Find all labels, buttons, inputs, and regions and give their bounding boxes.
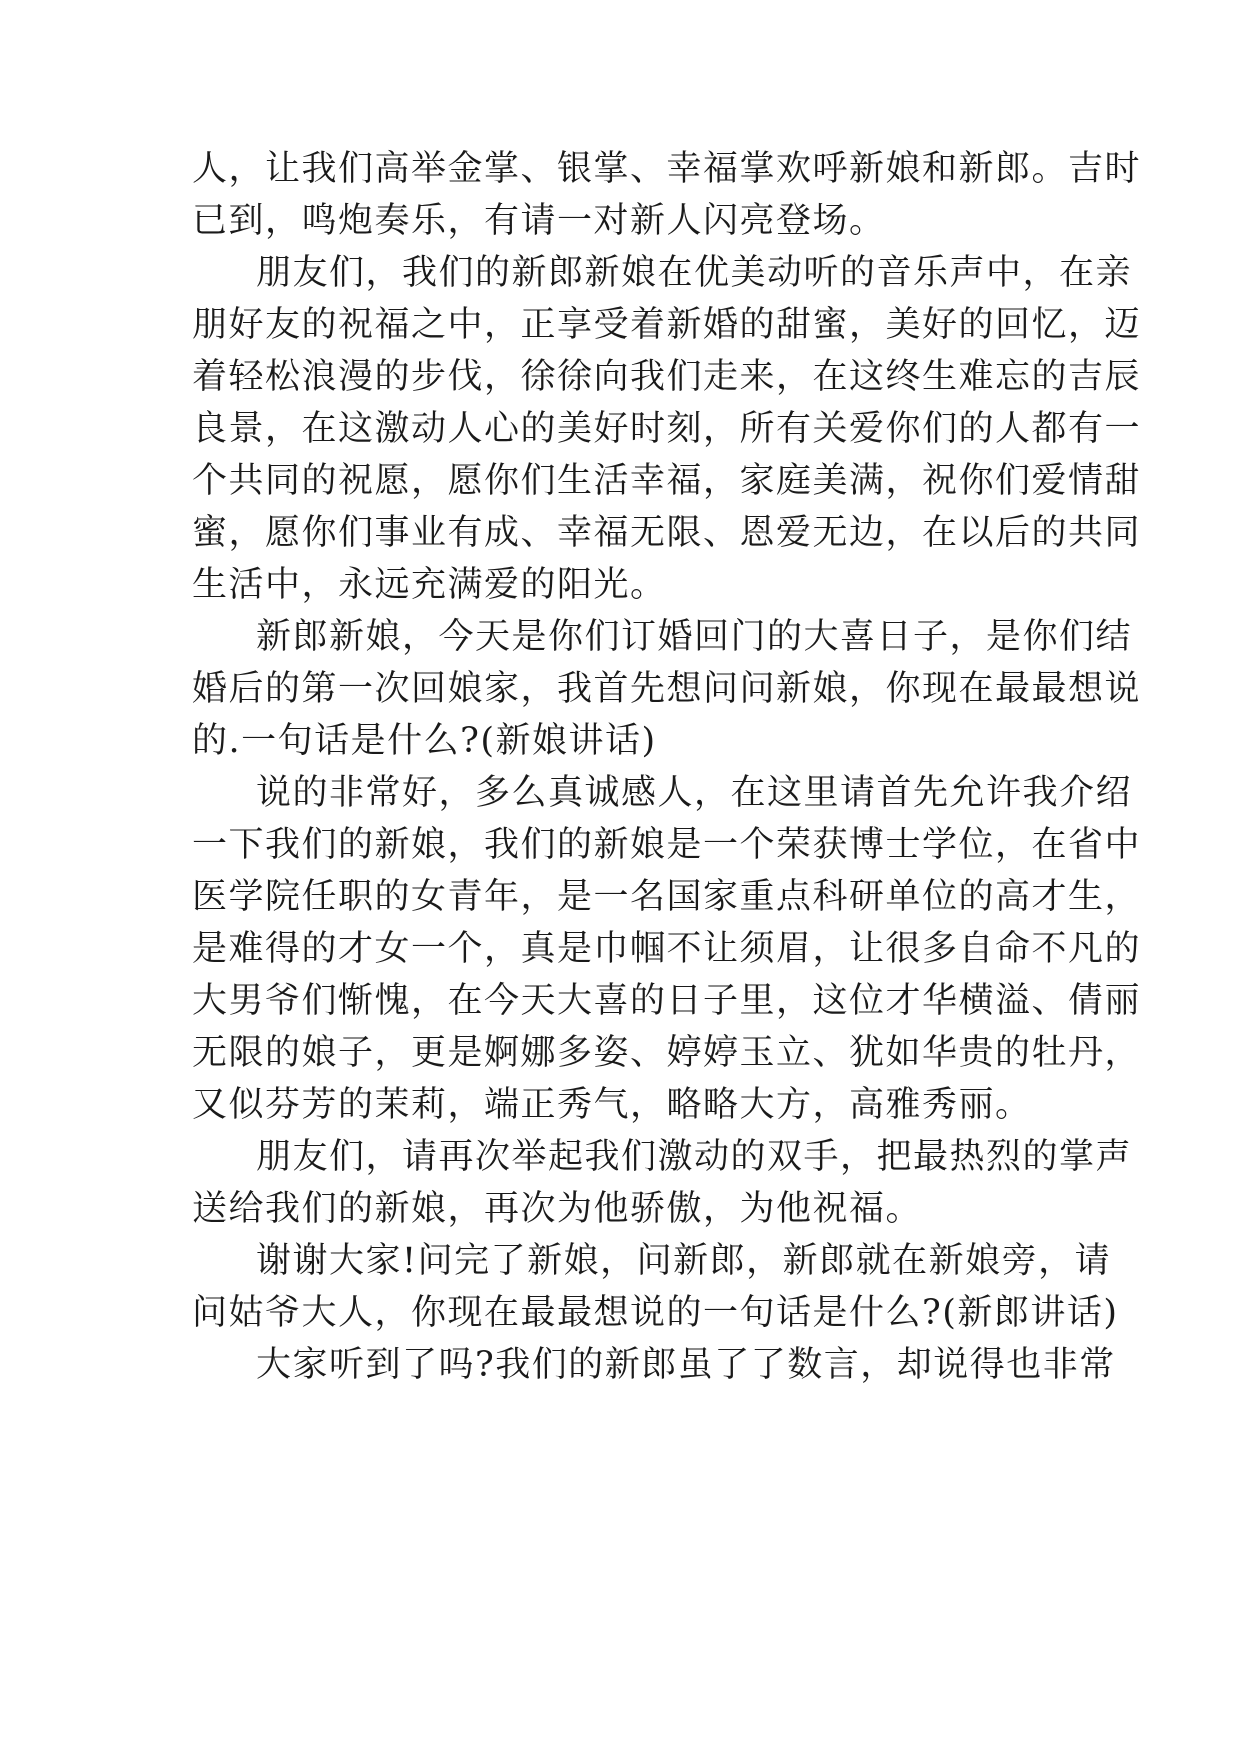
text-line: 蜜，愿你们事业有成、幸福无限、恩爱无边，在以后的共同 (192, 513, 1142, 553)
text-line: 个共同的祝愿，愿你们生活幸福，家庭美满，祝你们爱情甜 (192, 461, 1142, 501)
text-line: 又似芬芳的茉莉，端正秀气，略略大方，高雅秀丽。 (192, 1085, 1032, 1125)
text-line: 一下我们的新娘，我们的新娘是一个荣获博士学位，在省中 (192, 825, 1142, 865)
paragraph-first-line: 谢谢大家!问完了新娘，问新郎，新郎就在新娘旁，请 (256, 1241, 1112, 1281)
text-line: 生活中，永远充满爱的阳光。 (192, 565, 667, 605)
text-line: 良景，在这激动人心的美好时刻，所有关爱你们的人都有一 (192, 409, 1142, 449)
text-line: 着轻松浪漫的步伐，徐徐向我们走来，在这终生难忘的吉辰 (192, 357, 1142, 397)
text-line: 送给我们的新娘，再次为他骄傲，为他祝福。 (192, 1189, 923, 1229)
text-line: 人，让我们高举金掌、银掌、幸福掌欢呼新娘和新郎。吉时 (192, 149, 1142, 189)
text-line: 朋好友的祝福之中，正享受着新婚的甜蜜，美好的回忆，迈 (192, 305, 1142, 345)
text-line: 无限的娘子，更是婀娜多姿、婷婷玉立、犹如华贵的牡丹， (192, 1033, 1142, 1073)
text-line: 婚后的第一次回娘家，我首先想问问新娘，你现在最最想说 (192, 669, 1142, 709)
text-line: 医学院任职的女青年，是一名国家重点科研单位的高才生， (192, 877, 1142, 917)
text-line: 已到，鸣炮奏乐，有请一对新人闪亮登场。 (192, 201, 886, 241)
text-line: 问姑爷大人，你现在最最想说的一句话是什么?(新郎讲话) (192, 1293, 1119, 1333)
paragraph-first-line: 说的非常好，多么真诚感人，在这里请首先允许我介绍 (256, 773, 1133, 813)
paragraph-first-line: 新郎新娘，今天是你们订婚回门的大喜日子，是你们结 (256, 617, 1133, 657)
text-line: 是难得的才女一个，真是巾帼不让须眉，让很多自命不凡的 (192, 929, 1142, 969)
paragraph-first-line: 朋友们，请再次举起我们激动的双手，把最热烈的掌声 (256, 1137, 1133, 1177)
paragraph-first-line: 朋友们，我们的新郎新娘在优美动听的音乐声中，在亲 (256, 253, 1133, 293)
paragraph-first-line: 大家听到了吗?我们的新郎虽了了数言，却说得也非常 (256, 1345, 1116, 1385)
text-line: 大男爷们惭愧，在今天大喜的日子里，这位才华横溢、倩丽 (192, 981, 1142, 1021)
text-line: 的.一句话是什么?(新娘讲话) (192, 721, 657, 761)
